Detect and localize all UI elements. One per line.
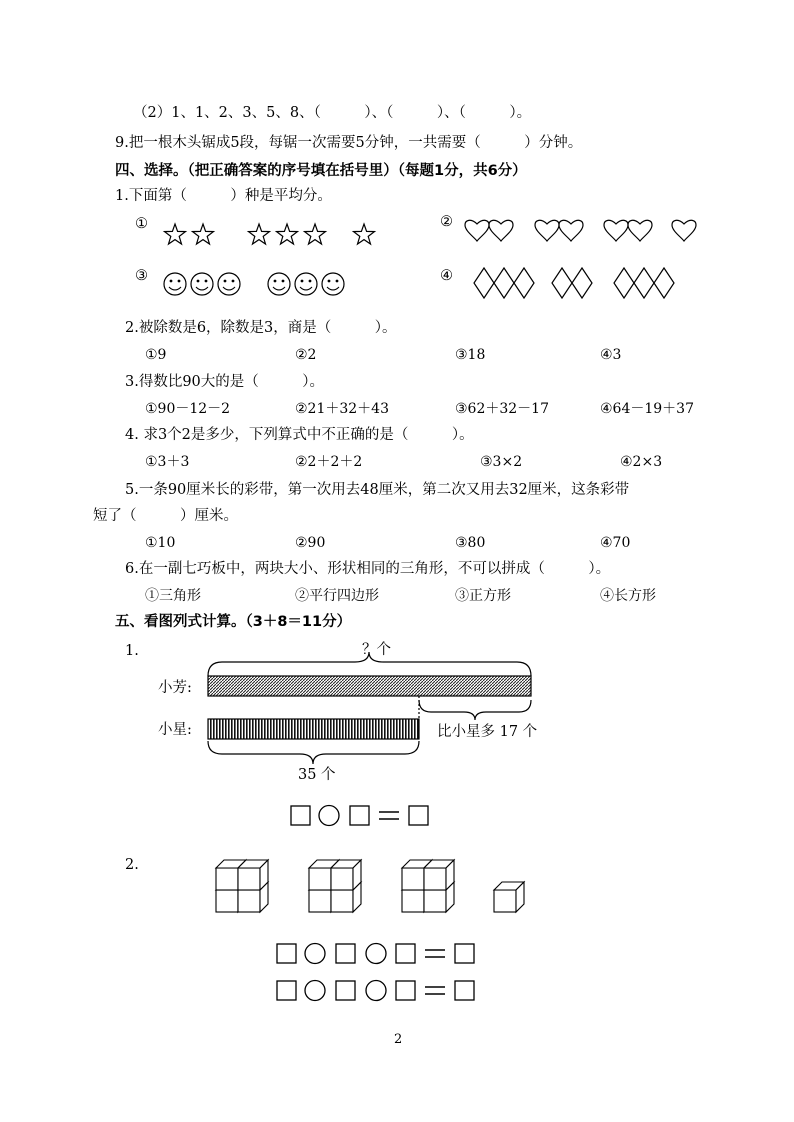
diamonds-group-1	[474, 268, 534, 298]
c2-option-1: ①9	[145, 347, 167, 363]
hearts-group-3	[604, 220, 652, 241]
xiaofang-label: 小芳:	[158, 680, 192, 696]
c6-option-4: ④长方形	[600, 588, 656, 604]
difference-brace	[419, 700, 531, 720]
smileys-group-2	[268, 273, 344, 295]
question-8-part-2: （2）1、1、2、3、5、8、（ ）、（ ）、（ ）。	[133, 105, 532, 121]
choice-question-2: 2.被除数是6，除数是3，商是（ ）。	[125, 320, 397, 336]
total-label: ？个	[362, 642, 391, 658]
c6-option-3: ③正方形	[455, 588, 511, 604]
q1-option-label-2: ②	[440, 214, 453, 230]
smileys-group-1	[164, 273, 240, 295]
diamonds-group-3	[614, 268, 674, 298]
stars-group-2	[249, 224, 326, 244]
c2-option-3: ③18	[455, 347, 486, 363]
answer-row-2	[277, 944, 474, 964]
c3-option-4: ④64－19＋37	[600, 401, 694, 417]
bar-diagram	[208, 652, 531, 764]
section-5-heading: 五、看图列式计算。（3＋8＝11分）	[115, 614, 352, 630]
c5-option-2: ②90	[295, 535, 326, 551]
c4-option-3: ③3×2	[480, 454, 523, 470]
question-9: 9.把一根木头锯成5段，每锯一次需要5分钟，一共需要（ ）分钟。	[115, 135, 583, 151]
c3-option-2: ②21＋32＋43	[295, 401, 389, 417]
q1-option-label-3: ③	[135, 268, 148, 284]
diamonds-group-2	[552, 268, 592, 298]
stars-group-3	[354, 224, 375, 244]
hearts-group-4	[672, 220, 696, 241]
page-number: 2	[394, 1032, 403, 1047]
stars-group-1	[165, 224, 214, 244]
xiaoxing-label: 小星:	[158, 722, 192, 738]
c6-option-1: ①三角形	[145, 588, 201, 604]
choice-question-4: 4. 求3个2是多少，下列算式中不正确的是（ ）。	[125, 427, 474, 443]
more-than-label: 比小星多 17 个	[437, 724, 538, 740]
c4-option-4: ④2×3	[620, 454, 663, 470]
answer-row-3	[277, 981, 474, 1001]
xiaofang-bar	[208, 676, 531, 696]
c5-option-4: ④70	[600, 535, 631, 551]
count-brace	[208, 741, 419, 764]
c6-option-2: ②平行四边形	[295, 588, 379, 604]
choice-question-1: 1.下面第（ ）种是平均分。	[115, 188, 332, 204]
choice-question-6: 6.在一副七巧板中，两块大小、形状相同的三角形，不可以拼成（ ）。	[125, 561, 611, 577]
q1-option-label-4: ④	[440, 268, 453, 284]
c5-option-3: ③80	[455, 535, 486, 551]
hearts-group-2	[535, 220, 583, 241]
count-label: 35 个	[298, 767, 336, 783]
problem-2-number: 2.	[125, 857, 139, 873]
q1-option-label-1: ①	[135, 216, 148, 232]
total-brace	[208, 652, 531, 676]
c4-option-1: ①3＋3	[145, 454, 190, 470]
choice-question-5-line-1: 5.一条90厘米长的彩带，第一次用去48厘米，第二次又用去32厘米，这条彩带	[125, 482, 630, 498]
section-4-heading: 四、选择。（把正确答案的序号填在括号里）（每题1分，共6分）	[115, 163, 527, 179]
c2-option-2: ②2	[295, 347, 317, 363]
hearts-group-1	[465, 220, 513, 241]
cube-stack-1	[216, 852, 276, 912]
problem-1-number: 1.	[125, 643, 139, 659]
single-cube	[494, 882, 524, 912]
c2-option-4: ④3	[600, 347, 622, 363]
xiaoxing-bar	[208, 719, 419, 739]
cube-stack-3	[402, 860, 454, 912]
c3-option-3: ③62＋32－17	[455, 401, 549, 417]
c3-option-1: ①90－12－2	[145, 401, 231, 417]
choice-question-3: 3.得数比90大的是（ ）。	[125, 374, 325, 390]
c4-option-2: ②2＋2＋2	[295, 454, 363, 470]
choice-question-5-line-2: 短了（ ）厘米。	[93, 508, 238, 524]
cube-stack-2	[309, 860, 361, 912]
c5-option-1: ①10	[145, 535, 176, 551]
answer-row-1	[291, 806, 428, 826]
